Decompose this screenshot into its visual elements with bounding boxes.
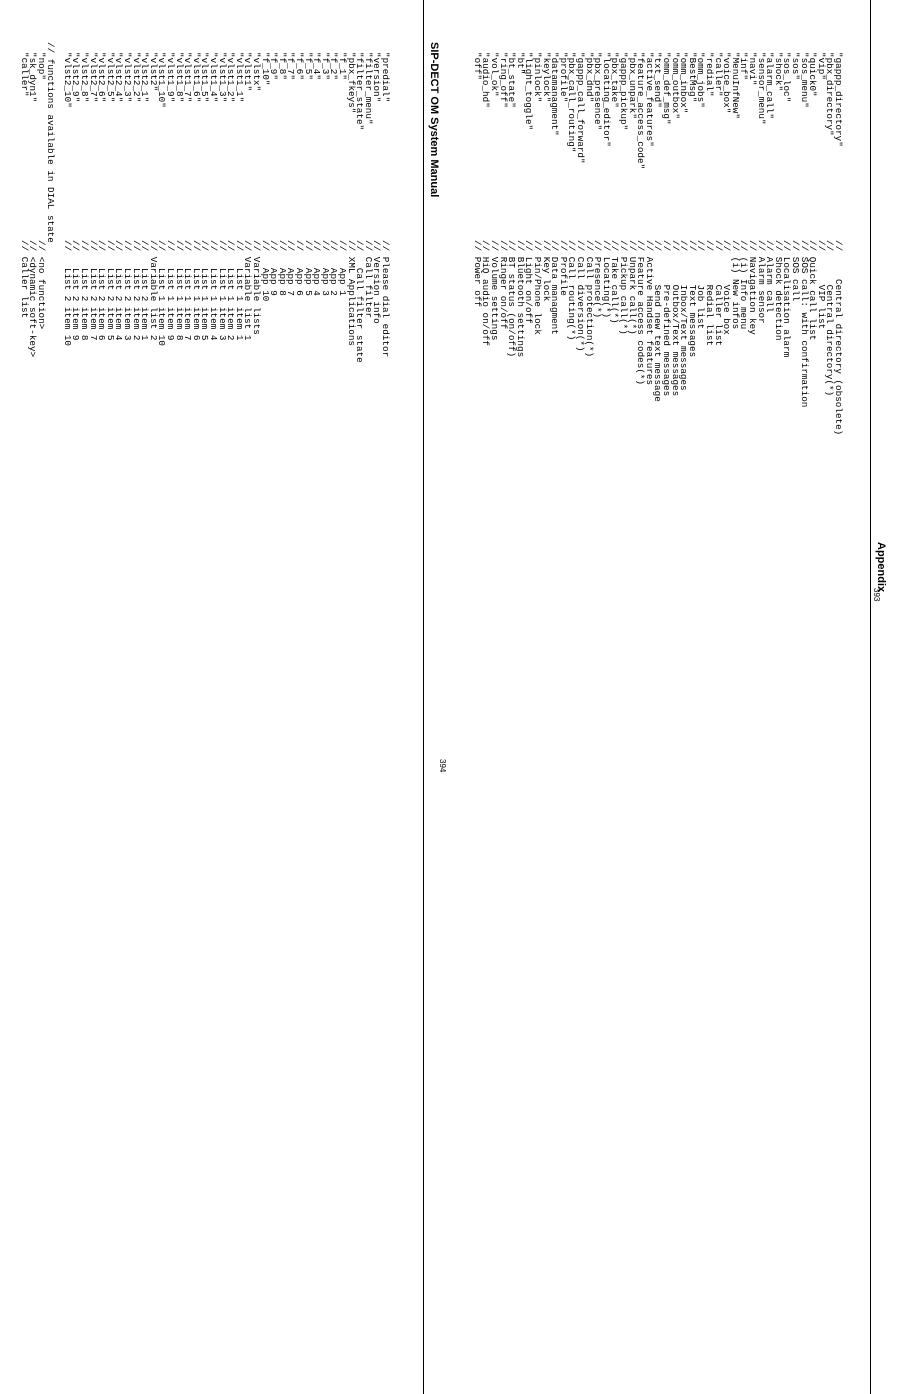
code-comment: // App 9 (268, 240, 280, 296)
code-key: "vlst1" (242, 52, 254, 92)
code-comment: // List 1 item 6 (190, 240, 202, 341)
code-key: "vlst2_4" (113, 52, 125, 103)
code-comment: // Volume settings (489, 240, 500, 341)
code-comment: // Shock detection (772, 240, 784, 341)
code-comment: // Variable list 1 (242, 240, 254, 341)
code-comment: // List 2 item 5 (104, 240, 116, 341)
code-key: "omm_inbox" (678, 52, 690, 114)
code-comment: // List 1 item 3 (216, 240, 228, 341)
code-comment: // SOS call: with confirmation (798, 240, 810, 408)
code-key: "predial" (380, 52, 391, 103)
code-comment: // Call filter (362, 240, 374, 319)
code-key: "vlst1_9" (165, 52, 176, 103)
code-comment: // List 1 item 5 (199, 240, 211, 341)
code-key: "vlst1_3" (216, 52, 228, 103)
code-comment: // Central directory (obsolete) (833, 240, 844, 436)
code-comment: // Caller list (712, 240, 724, 347)
code-key: "omm_jobs" (695, 52, 707, 108)
code-key: "nop" (36, 52, 47, 80)
code-key: "ring_off" (497, 52, 509, 108)
code-comment: // <no function> (36, 240, 47, 330)
code-comment: // List 1 item 4 (208, 240, 219, 341)
code-key: "locating_editor" (600, 52, 612, 147)
code-key: "f_7" (285, 52, 297, 80)
code-key: "inf" (738, 52, 750, 80)
code-comment: // Take call(*) (609, 240, 621, 324)
code-comment: // List 2 item 3 (122, 240, 133, 341)
code-key: "vip" (815, 52, 827, 80)
code-comment: // Ringer on/off (497, 240, 509, 330)
code-key: "profile" (557, 52, 569, 103)
page-number: 393 (872, 588, 881, 602)
code-comment: // List 2 item 8 (79, 240, 90, 341)
page-394 (0, 0, 450, 1394)
header-rule (423, 0, 424, 1394)
code-comment: // App 3 (319, 240, 331, 296)
code-key: "navi" (747, 52, 758, 86)
code-key: "alarm_call" (764, 52, 776, 119)
code-key: "active_features" (643, 52, 655, 147)
code-key: "gappp_call_forward" (575, 52, 586, 164)
code-key: "vlst2_1" (139, 52, 151, 103)
code-comment: // Alarm call (764, 240, 776, 313)
code-comment: // Call routing(*) (566, 240, 578, 341)
code-comment: // Active Handset features (643, 240, 655, 386)
code-comment: // Call filter state (354, 240, 366, 363)
code-comment: // App 8 (276, 240, 288, 296)
code-key: "vlst1_10" (156, 52, 168, 108)
code-comment: // List 1 item 9 (165, 240, 176, 341)
code-comment: // Feature access codes(*) (635, 240, 647, 386)
code-comment: // App 2 (328, 240, 340, 296)
dial-heading: // functions available in DIAL state (44, 42, 56, 243)
code-key: "sos" (790, 52, 801, 80)
code-comment: // List 1 item 10 (156, 240, 168, 347)
code-comment: // App 5 (302, 240, 314, 296)
code-key: "MenuInfNew" (729, 52, 741, 119)
code-key: "vlst1_2" (225, 52, 237, 103)
code-key: "audio_hd" (480, 52, 492, 108)
code-key: "voice_box" (721, 52, 733, 114)
code-comment: // Quick call list (807, 240, 819, 341)
code-key: "f_8" (276, 52, 288, 80)
code-key: "pbx_call_routing" (566, 52, 578, 153)
code-comment: // Send new text message (652, 240, 664, 402)
code-key: "vlst2_5" (104, 52, 116, 103)
code-key: "f_6" (294, 52, 305, 80)
code-comment: // Version info (371, 240, 383, 324)
code-key: "vlstx" (251, 52, 262, 92)
section-title: Appendix (875, 542, 887, 593)
code-comment: // List 2 item 10 (61, 240, 73, 347)
code-key: "f_9" (268, 52, 280, 80)
code-key: "omm_outbox" (669, 52, 681, 119)
code-comment: // App 7 (285, 240, 297, 296)
code-key: "vlst2" (147, 52, 159, 92)
code-key: "vlst2_2" (130, 52, 142, 103)
code-key: "vlst1_1" (233, 52, 245, 103)
code-key: "pbx_dnd" (583, 52, 595, 103)
code-comment: // Pin/Phone lock (532, 240, 543, 335)
code-key: "pinlock" (532, 52, 543, 103)
code-comment: // List 1 item 1 (233, 240, 245, 341)
code-comment: // List 1 item 7 (182, 240, 194, 341)
code-comment: // SOS call (790, 240, 801, 302)
code-comment: // List 2 item 9 (70, 240, 82, 341)
code-comment: // Central directory(*) (824, 240, 836, 397)
code-key: "vlst1_8" (173, 52, 185, 103)
code-comment: // Pickup call(*) (618, 240, 629, 335)
code-key: "filter_state" (354, 52, 366, 131)
code-key: "sos_loc" (781, 52, 793, 103)
code-key: "vlst2_9" (70, 52, 82, 103)
code-key: "f_3" (319, 52, 331, 80)
code-comment: // List 2 item 4 (113, 240, 125, 341)
code-comment: // BT status (on/off) (506, 240, 518, 358)
code-comment: // List 2 item 6 (96, 240, 108, 341)
code-comment: // Locating(*) (600, 240, 612, 319)
code-key: "f_10" (259, 52, 271, 86)
code-key: "gappp_directory" (833, 52, 844, 147)
code-key: "f_1" (337, 52, 348, 80)
code-comment: // Text messages (686, 240, 698, 358)
code-key: "BestMsg" (686, 52, 698, 103)
code-comment: // Light on/off (523, 240, 535, 324)
code-comment: // Key lock (540, 240, 552, 302)
code-listing (454, 52, 844, 1352)
code-key: "vlst2_10" (61, 52, 73, 108)
code-comment: // List 2 item 7 (87, 240, 99, 341)
code-key: "vlst2_3" (122, 52, 133, 103)
code-key: "sos_menu" (798, 52, 810, 108)
code-key: "redial" (704, 52, 715, 97)
code-comment: // List 1 item 2 (225, 240, 237, 341)
code-key: "vlst1_5" (199, 52, 211, 103)
code-comment: // Variable list 2 (147, 240, 159, 341)
code-comment: // Alarm sensor (755, 240, 767, 324)
code-comment: // Call protection(*) (583, 240, 595, 358)
code-key: "vlst2_8" (79, 52, 90, 103)
code-comment: // Navigation key (747, 240, 758, 335)
code-key: "pbx_unpark" (626, 52, 638, 119)
header-rule (870, 0, 871, 1394)
code-key: "bt" (514, 52, 526, 75)
code-key: "pbx_take" (609, 52, 621, 108)
code-comment: // HiQ audio on/off (480, 240, 492, 347)
code-key: "version" (371, 52, 383, 103)
code-comment: // Voice box (721, 240, 733, 335)
code-comment: // App 4 (311, 240, 323, 296)
code-comment: // Data managment (549, 240, 561, 335)
code-comment: // App 6 (294, 240, 305, 296)
code-comment: // (i) Info menu (738, 240, 750, 330)
code-listing (1, 42, 391, 1352)
code-key: "vlst1_7" (182, 52, 194, 103)
code-key: "off" (471, 52, 483, 80)
code-comment: // List 2 item 1 (139, 240, 151, 341)
code-comment: // Bluetooth settings (514, 240, 526, 358)
code-key: "vol_ok" (489, 52, 500, 97)
code-key: "vlst1_6" (190, 52, 202, 103)
code-key: "gappp_pickup" (618, 52, 629, 131)
code-key: "datamanagment" (549, 52, 561, 136)
code-key: "feature_access_code" (635, 52, 647, 170)
code-key: "pbx_presence" (592, 52, 604, 131)
code-key: "f_5" (302, 52, 314, 80)
section-title: SIP-DECT OM System Manual (428, 42, 440, 198)
code-comment: // Please dial editor (380, 240, 391, 358)
code-comment: // VIP list (815, 240, 827, 330)
code-key: "caller" (712, 52, 724, 97)
code-comment: // Inbox/Text messages (678, 240, 690, 391)
code-key: "caller" (18, 52, 30, 97)
code-comment: // Call diversion(*) (575, 240, 586, 352)
code-comment: // XML Applications (345, 240, 357, 347)
page-393 (451, 0, 901, 1394)
code-key: "vlst2_6" (96, 52, 108, 103)
code-key: "pbx_directory" (824, 52, 836, 136)
code-comment: // Redial list (704, 240, 715, 347)
code-comment: // List 2 item 2 (130, 240, 142, 341)
code-comment: // App 1 (337, 240, 348, 296)
code-key: "vlst1_4" (208, 52, 219, 103)
code-key: "pbx_fkeys" (345, 52, 357, 114)
code-comment: // Presence(*) (592, 240, 604, 319)
code-key: "bt_state" (506, 52, 518, 108)
code-key: "sensor_menu" (755, 52, 767, 125)
code-comment: // <dynamic soft-key> (27, 240, 39, 358)
code-comment: // App 10 (259, 240, 271, 302)
code-key: "shock" (772, 52, 784, 92)
code-key: "omm_def_msg" (661, 52, 672, 125)
code-comment: // Variable lists (251, 240, 262, 335)
code-comment: // Unpark call(*) (626, 240, 638, 335)
code-comment: // Pre-defined messages (661, 240, 672, 397)
code-comment: // Power off (471, 240, 483, 307)
code-key: "f_2" (328, 52, 340, 80)
code-comment: // (i) New infos (729, 240, 741, 330)
code-comment: // Profile (557, 240, 569, 296)
code-comment: // Job list (695, 240, 707, 330)
code-comment: // Caller list (18, 240, 30, 319)
code-key: "txt_send" (652, 52, 664, 108)
code-comment: // Localisation alarm (781, 240, 793, 358)
code-key: "filter_menu" (362, 52, 374, 125)
code-comment: // Outbox/Text messages (669, 240, 681, 397)
code-key: "vlst2_7" (87, 52, 99, 103)
page-number: 394 (438, 759, 447, 773)
code-key: "sk_dyn1" (27, 52, 39, 103)
code-key: "light_toggle" (523, 52, 535, 131)
code-key: "keylock" (540, 52, 552, 103)
code-key: "quick0" (807, 52, 819, 97)
code-comment: // List 1 item 8 (173, 240, 185, 341)
code-key: "f_4" (311, 52, 323, 80)
